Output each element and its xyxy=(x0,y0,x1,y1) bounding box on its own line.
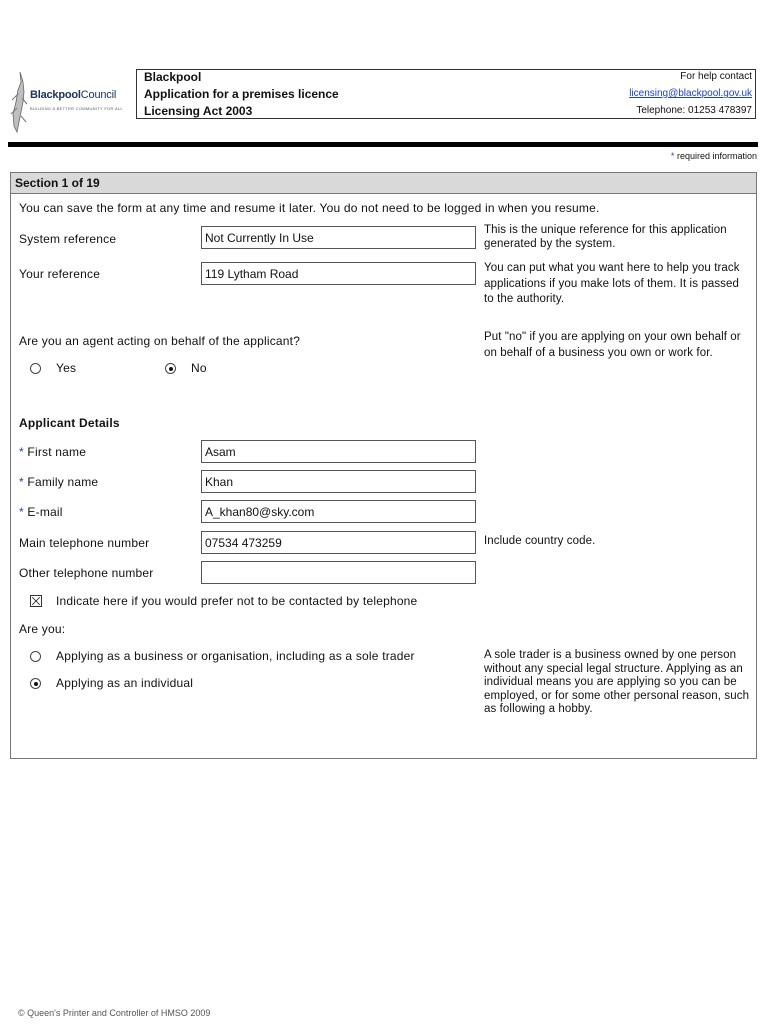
first-name-label: * First name xyxy=(19,445,87,459)
applicant-details-heading: Applicant Details xyxy=(19,416,120,430)
main-phone-field[interactable]: 07534 473259 xyxy=(201,531,476,554)
help-contact-label: For help contact xyxy=(680,71,752,82)
first-name-field[interactable]: Asam xyxy=(201,440,476,463)
main-phone-label: Main telephone number xyxy=(19,536,150,550)
required-info-note: * required information xyxy=(670,151,757,161)
individual-option-label: Applying as an individual xyxy=(56,676,194,690)
agent-yes-label: Yes xyxy=(56,361,77,375)
agent-question-label: Are you an agent acting on behalf of the applicant? xyxy=(19,334,301,348)
other-phone-field[interactable] xyxy=(201,561,476,584)
header-council-name: Blackpool xyxy=(144,70,202,84)
logo-tagline: BUILDING A BETTER COMMUNITY FOR ALL xyxy=(30,106,123,111)
are-you-help: A sole trader is a business owned by one person without any special legal structure. Applying as an individual means you are applying so you can be employed, or for some other personal reason, such as following a hobby. xyxy=(484,649,750,715)
form-title: Application for a premises licence xyxy=(144,87,339,101)
family-name-label: * Family name xyxy=(19,475,99,489)
agent-yes-radio[interactable] xyxy=(30,363,41,374)
header-divider xyxy=(8,142,758,147)
copyright-footer: © Queen's Printer and Controller of HMSO 2009 xyxy=(18,1008,211,1018)
help-telephone: Telephone: 01253 478397 xyxy=(636,105,752,116)
email-label: * E-mail xyxy=(19,505,63,519)
help-email-link[interactable]: licensing@blackpool.gov.uk xyxy=(629,88,752,99)
logo-wordmark: BlackpoolCouncil xyxy=(30,89,117,101)
no-phone-contact-checkbox[interactable] xyxy=(30,595,42,607)
are-you-label: Are you: xyxy=(19,622,66,636)
agent-no-radio[interactable] xyxy=(165,363,176,374)
family-name-field[interactable]: Khan xyxy=(201,470,476,493)
your-reference-help: You can put what you want here to help you track applications if you make lots of them. It is passed to the authority. xyxy=(484,262,740,305)
section-title: Section 1 of 19 xyxy=(11,173,756,194)
main-phone-help: Include country code. xyxy=(484,535,596,547)
other-phone-label: Other telephone number xyxy=(19,566,154,580)
email-field[interactable]: A_khan80@sky.com xyxy=(201,500,476,523)
form-act: Licensing Act 2003 xyxy=(144,104,253,118)
agent-question-help: Put "no" if you are applying on your own behalf or on behalf of a business you own or work for. xyxy=(484,331,741,359)
business-radio[interactable] xyxy=(30,651,41,662)
your-reference-field[interactable]: 119 Lytham Road xyxy=(201,262,476,285)
agent-no-label: No xyxy=(191,361,207,375)
system-reference-label: System reference xyxy=(19,232,117,246)
individual-radio[interactable] xyxy=(30,678,41,689)
your-reference-label: Your reference xyxy=(19,267,101,281)
system-reference-help: This is the unique reference for this application generated by the system. xyxy=(484,224,727,250)
system-reference-field[interactable]: Not Currently In Use xyxy=(201,226,476,249)
business-option-label: Applying as a business or organisation, including as a sole trader xyxy=(56,649,415,663)
section-intro: You can save the form at any time and resume it later. You do not need to be logged in when you resume. xyxy=(19,201,600,215)
council-logo xyxy=(8,68,130,134)
no-phone-contact-label: Indicate here if you would prefer not to be contacted by telephone xyxy=(56,594,418,608)
